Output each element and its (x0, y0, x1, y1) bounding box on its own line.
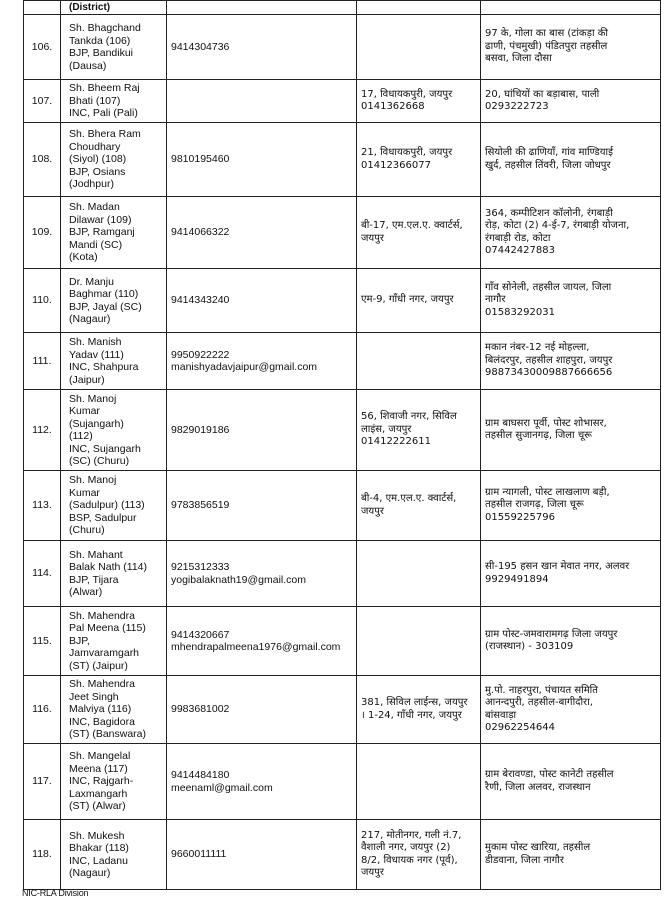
phone-number: 9950922222 (171, 348, 230, 361)
table-row (24, 541, 661, 607)
home-address-line: ग्राम न्यागली, पोस्ट लाखलाण बड़ी, (485, 486, 610, 498)
serial-number-cell (24, 15, 61, 80)
header-no-cell (24, 1, 61, 15)
serial-number: 110. (32, 294, 52, 307)
serial-number-cell (24, 123, 61, 197)
home-address-line: रंगबाड़ी रोड, कोटा (485, 232, 551, 244)
contact-cell (167, 744, 357, 820)
serial-number-cell (24, 471, 61, 541)
jaipur-address-cell (357, 269, 481, 333)
table-body (24, 1, 661, 890)
member-name-line: (Sadulpur) (113) (69, 499, 145, 512)
contact-cell (167, 541, 357, 607)
home-address-cell (481, 390, 661, 471)
home-address-line: ग्राम बाघसरा पूर्वी, पोस्ट शोभासर, (485, 417, 607, 429)
member-name-line: Pal Meena (115) (69, 622, 146, 635)
member-name-line: Dr. Manju (69, 275, 114, 288)
table-row (24, 607, 661, 676)
member-name-line: Choudhary (69, 140, 121, 153)
phone-number: 9829019186 (171, 423, 230, 436)
member-name-line: Dilawar (109) (69, 213, 132, 226)
table-row (24, 15, 661, 80)
member-name-line: BJP, Tijara (69, 573, 119, 586)
member-name-line: Jeet Singh (69, 690, 119, 703)
member-name-cell (61, 390, 167, 471)
member-name-line: BJP, Osians (69, 165, 126, 178)
contact-cell (167, 390, 357, 471)
serial-number: 109. (31, 226, 53, 239)
member-name-line: Sh. Madan (69, 201, 120, 214)
serial-number-cell (24, 607, 61, 676)
member-name-cell (61, 269, 167, 333)
home-address-line: बांसवाड़ा (485, 709, 517, 721)
phone-number: 9414066322 (171, 226, 230, 239)
home-address-line: खुर्द, तहसील तिंवरी, जिला जोधपुर (485, 159, 611, 171)
serial-number: 115. (32, 634, 52, 647)
district-label: (District) (69, 2, 111, 13)
serial-number-cell (24, 80, 61, 123)
jaipur-address-line: 56, शिवाजी नगर, सिविल (361, 411, 457, 423)
serial-number-cell (24, 390, 61, 471)
jaipur-address-cell (357, 471, 481, 541)
serial-number: 107. (31, 94, 53, 107)
home-address-line: 9929491894 (485, 573, 549, 585)
footer-division-label: NIC-RLA Division (22, 888, 89, 898)
table-row (24, 676, 661, 744)
member-name-cell (61, 197, 167, 269)
serial-number-cell (24, 820, 61, 890)
member-name-cell (61, 15, 167, 80)
phone-number: 9810195460 (171, 153, 230, 166)
home-address-line: 01559225796 (485, 511, 555, 523)
jaipur-address-line: 21, विधायकपुरी, जयपुर (361, 147, 453, 158)
serial-number: 117. (32, 775, 52, 788)
table-row (24, 197, 661, 269)
jaipur-address-line: । 1-24, गाँधी नगर, जयपुर (361, 709, 462, 721)
home-address-cell (481, 15, 661, 80)
member-name-line: (Kota) (69, 251, 98, 264)
member-name-cell (61, 744, 167, 820)
member-name-line: (Churu) (69, 524, 105, 537)
member-name-line: INC, Shahpura (69, 361, 139, 373)
home-address-cell (481, 197, 661, 269)
home-address-line: 0293222723 (485, 101, 549, 112)
member-name-line: Sh. Mangelal (69, 750, 131, 763)
jaipur-address-line: जयपुर (361, 232, 384, 244)
jaipur-address-cell (357, 744, 481, 820)
member-name-line: (Jodhpur) (69, 178, 114, 191)
table-header-row (24, 1, 661, 15)
jaipur-address-line: 01412366077 (361, 159, 431, 171)
member-name-line: (ST) (Jaipur) (69, 659, 128, 672)
home-address-line: 98873430009887666656 (485, 367, 613, 379)
member-name-line: INC, Ladanu (69, 854, 128, 867)
jaipur-address-cell (357, 80, 481, 123)
contact-cell (167, 197, 357, 269)
member-name-cell (61, 80, 167, 123)
jaipur-address-cell (357, 390, 481, 471)
email-address[interactable]: yogibalaknath19@gmail.com (171, 573, 306, 586)
member-name-line: (Sujangarh) (69, 417, 124, 430)
phone-number: 9414343240 (171, 294, 230, 307)
home-address-line: ग्राम पोस्ट-जमवारामगढ़ जिला जयपुर (485, 628, 618, 640)
phone-number: 9983681002 (171, 703, 230, 716)
serial-number-cell (24, 269, 61, 333)
home-address-line: रैणी, जिला अलवर, राजस्थान (485, 781, 591, 793)
jaipur-address-line: 217, मोतीनगर, गली नं.7, (361, 829, 462, 841)
home-address-cell (481, 333, 661, 390)
home-address-line: नागौर (485, 294, 506, 306)
phone-number: 9783856519 (171, 499, 230, 512)
home-address-line: रोड़, कोटा (2) 4-ई-7, रंगबाड़ी योजना, (485, 220, 630, 231)
member-name-line: Yadav (111) (69, 348, 124, 361)
member-name-line: (ST) (Banswara) (69, 728, 147, 741)
member-name-line: INC, Pali (Pali) (69, 107, 138, 120)
header-district-cell (61, 1, 167, 15)
member-name-line: INC, Bagidora (69, 715, 135, 728)
serial-number: 113. (32, 499, 52, 512)
jaipur-address-line: 01412222611 (361, 436, 431, 448)
jaipur-address-line: जयपुर (361, 867, 384, 878)
serial-number: 118. (32, 848, 52, 861)
member-name-line: (Nagaur) (69, 313, 111, 325)
member-name-line: Bhati (107) (69, 94, 121, 107)
member-name-line: Tankda (106) (69, 34, 131, 47)
contact-cell (167, 15, 357, 80)
table-row (24, 820, 661, 890)
member-name-line: Bhakar (118) (69, 842, 129, 854)
jaipur-address-line: 8/2, विधायक नगर (पूर्व), (361, 854, 458, 866)
member-name-line: Sh. Manish (69, 336, 122, 348)
jaipur-address-cell (357, 607, 481, 676)
member-name-cell (61, 471, 167, 541)
serial-number-cell (24, 197, 61, 269)
serial-number-cell (24, 744, 61, 820)
contact-cell (167, 820, 357, 890)
member-name-line: Kumar (69, 405, 100, 417)
home-address-cell (481, 541, 661, 607)
contact-cell (167, 471, 357, 541)
member-name-cell (61, 123, 167, 197)
jaipur-address-line: एम-9, गाँधी नगर, जयपुर (361, 294, 454, 306)
phone-number: 9414304736 (171, 40, 230, 53)
member-name-line: BSP, Sadulpur (69, 511, 137, 524)
member-name-line: BJP, Jayal (SC) (69, 300, 142, 313)
member-name-line: Laxmangarh (69, 787, 128, 800)
jaipur-address-line: लाइंस, जयपुर (361, 423, 412, 435)
serial-number-cell (24, 541, 61, 607)
member-name-line: BJP, Ramganj (69, 226, 135, 239)
home-address-cell (481, 80, 661, 123)
home-address-line: 02962254644 (485, 722, 555, 733)
jaipur-address-cell (357, 197, 481, 269)
jaipur-address-line: 381, सिविल लाईन्स, जयपुर (361, 697, 468, 708)
home-address-line: बिलंदरपुर, तहसील शाहपुरा, जयपुर (485, 354, 613, 366)
jaipur-address-line: 0141362668 (361, 101, 425, 112)
jaipur-address-cell (357, 123, 481, 197)
serial-number: 111. (32, 354, 52, 367)
member-name-line: Sh. Bhagchand (69, 22, 141, 34)
member-name-line: Sh. Manoj (69, 392, 117, 405)
member-name-line: Mandi (SC) (69, 238, 123, 251)
member-name-line: (Jaipur) (69, 373, 105, 386)
home-address-cell (481, 744, 661, 820)
table-row (24, 80, 661, 123)
table-row (24, 744, 661, 820)
home-address-line: सी-195 हसन खान मेवात नगर, अलवर (485, 561, 630, 572)
home-address-cell (481, 123, 661, 197)
email-address[interactable]: manishyadavjaipur@gmail.com (171, 361, 318, 373)
member-name-line: Sh. Mahant (69, 548, 123, 561)
serial-number: 114. (32, 567, 52, 580)
phone-number: 9660011111 (171, 848, 227, 861)
serial-number: 116. (32, 703, 52, 716)
home-address-line: सियोली की ढाणियाँ, गांव माण्डियाई (485, 147, 614, 158)
member-name-cell (61, 333, 167, 390)
home-address-cell (481, 269, 661, 333)
jaipur-address-cell (357, 676, 481, 744)
jaipur-address-cell (357, 820, 481, 890)
home-address-cell (481, 820, 661, 890)
member-name-line: (112) (69, 430, 93, 442)
table-row (24, 333, 661, 390)
mla-directory-table (23, 0, 661, 890)
home-address-line: गाँव सोनेली, तहसील जायल, जिला (485, 281, 612, 293)
member-name-line: Sh. Manoj (69, 474, 117, 487)
member-name-line: (SC) (Churu) (69, 455, 130, 467)
member-name-line: INC, Sujangarh (69, 442, 141, 455)
home-address-line: 97 के, गोला का बास (टांकड़ा की (485, 28, 608, 40)
member-name-cell (61, 676, 167, 744)
member-name-line: (Alwar) (69, 586, 103, 598)
home-address-line: तहसील राजगढ़, जिला चूरू (485, 499, 584, 511)
home-address-line: मु.पो. नाहरपुरा, पंचायत समिति (485, 684, 598, 696)
home-address-line: मकान नंबर-12 नई मोहल्ला, (485, 342, 590, 354)
member-name-line: INC, Rajgarh- (69, 775, 134, 788)
member-name-cell (61, 607, 167, 676)
member-name-line: BJP, Bandikui (69, 47, 134, 59)
jaipur-address-cell (357, 15, 481, 80)
contact-cell (167, 80, 357, 123)
jaipur-address-line: वैशाली नगर, जयपुर (2) (361, 842, 451, 853)
home-address-line: मुकाम पोस्ट खारिया, तहसील (485, 842, 591, 853)
member-name-line: Malviya (116) (69, 703, 132, 716)
home-address-line: 20, घांचियों का बड़ाबास, पाली (485, 88, 600, 100)
header-contact-cell (167, 1, 357, 15)
home-address-line: आनन्दपुरी, तहसील-बागीदौरा, (485, 697, 593, 708)
phone-number: 9414484180 (171, 769, 230, 781)
jaipur-address-cell (357, 541, 481, 607)
member-name-line: (Nagaur) (69, 867, 111, 879)
member-name-line: Sh. Mukesh (69, 829, 125, 842)
contact-cell (167, 607, 357, 676)
member-name-line: Sh. Mahendra (69, 678, 135, 691)
member-name-line: BJP, (69, 634, 90, 647)
contact-cell (167, 123, 357, 197)
home-address-line: 01583292031 (485, 306, 555, 318)
header-jaipur-cell (357, 1, 481, 15)
member-name-cell (61, 541, 167, 607)
serial-number: 106. (31, 40, 53, 53)
jaipur-address-line: 17, विधायकपुरी, जयपुर (361, 88, 453, 100)
home-address-line: 07442427883 (485, 245, 555, 256)
header-home-cell (481, 1, 661, 15)
member-name-line: Meena (117) (69, 762, 128, 775)
jaipur-address-line: बी-17, एम.एल.ए. क्वार्टर्स, (361, 220, 463, 231)
email-address[interactable]: meenaml@gmail.com (171, 781, 273, 794)
serial-number-cell (24, 676, 61, 744)
email-address[interactable]: mhendrapalmeena1976@gmail.com (171, 641, 341, 653)
phone-number: 9414320667 (171, 628, 230, 641)
home-address-line: (राजस्थान) - 303109 (485, 641, 574, 652)
jaipur-address-line: बी-4, एम.एल.ए. क्वार्टर्स, (361, 493, 457, 504)
member-name-line: Kumar (69, 486, 100, 499)
member-name-line: (Siyol) (108) (69, 153, 127, 166)
contact-cell (167, 269, 357, 333)
member-name-line: (ST) (Alwar) (69, 800, 126, 813)
table-row (24, 471, 661, 541)
serial-number: 112. (32, 423, 52, 436)
home-address-line: डीडवाना, जिला नागौर (485, 854, 564, 866)
member-name-line: Jamvaramgarh (69, 647, 140, 660)
member-name-cell (61, 820, 167, 890)
member-name-line: Sh. Bhera Ram (69, 128, 141, 141)
member-name-line: Baghmar (110) (69, 288, 139, 300)
table-row (24, 390, 661, 471)
phone-number: 9215312333 (171, 561, 230, 573)
member-name-line: Balak Nath (114) (69, 561, 148, 573)
table-row (24, 269, 661, 333)
jaipur-address-line: जयपुर (361, 505, 384, 517)
member-name-line: Sh. Bheem Raj (69, 82, 140, 95)
table-row (24, 123, 661, 197)
home-address-line: बसवा, जिला दौसा (485, 53, 552, 65)
home-address-cell (481, 607, 661, 676)
home-address-line: ग्राम बेरावण्डा, पोस्ट कानेटी तहसील (485, 769, 614, 780)
serial-number-cell (24, 333, 61, 390)
member-name-line: Sh. Mahendra (69, 609, 135, 622)
home-address-line: ढाणी, पंचमुखी) पंडितपुरा तहसील (485, 40, 608, 52)
member-name-line: (Dausa) (69, 59, 107, 72)
home-address-cell (481, 676, 661, 744)
contact-cell (167, 333, 357, 390)
jaipur-address-cell (357, 333, 481, 390)
home-address-cell (481, 471, 661, 541)
serial-number: 108. (31, 153, 53, 166)
home-address-line: 364, कम्पीटिशन कॉलोनी, रंगबाड़ी (485, 207, 613, 219)
home-address-line: तहसील सुजानगढ़, जिला चूरू (485, 430, 592, 441)
contact-cell (167, 676, 357, 744)
